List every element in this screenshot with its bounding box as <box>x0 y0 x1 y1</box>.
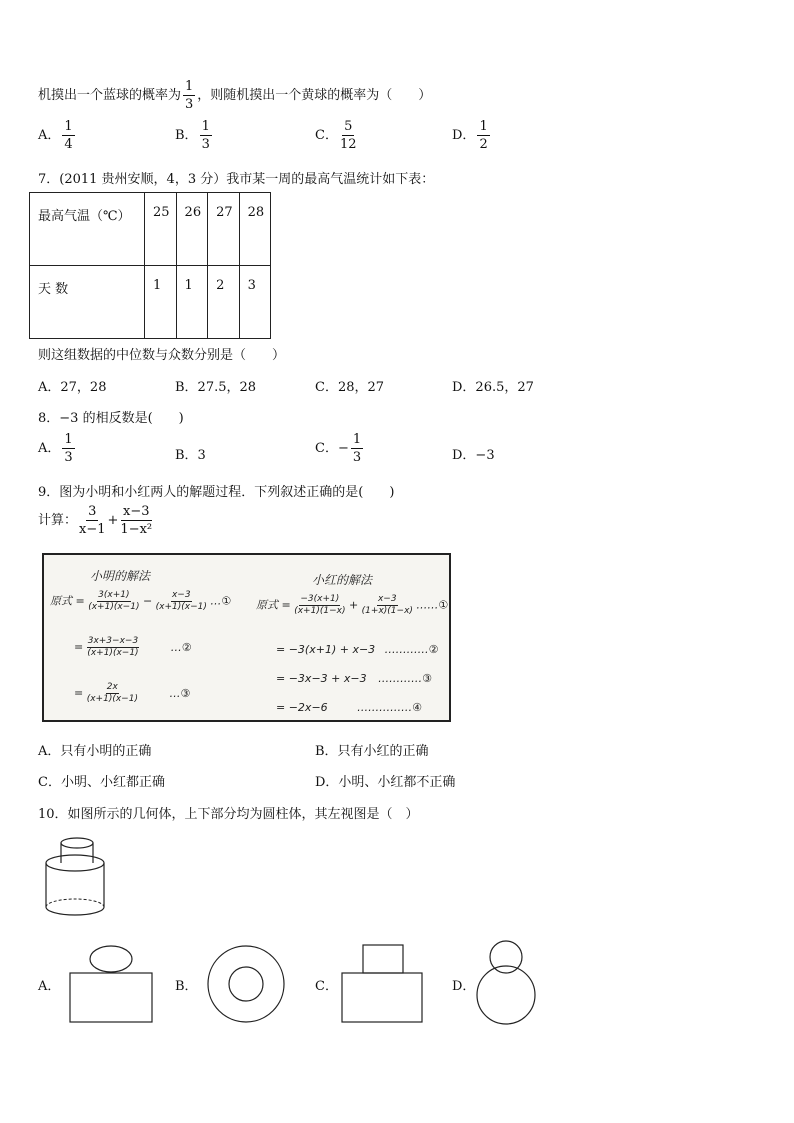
temperature-table <box>29 192 271 339</box>
q8-option-a[interactable]: A． $\frac{1}{3}$ <box>38 432 73 465</box>
q8-stem: 8．−3 的相反数是( ) <box>38 411 184 426</box>
q7-option-a[interactable]: A．27，28 <box>38 380 107 395</box>
solution-photo <box>42 553 451 722</box>
table-cell: 26 <box>176 193 208 266</box>
q7-option-d[interactable]: D．26.5，27 <box>452 380 534 395</box>
q10-option-a[interactable]: A． <box>38 979 61 994</box>
table-cell: 1 <box>176 266 208 339</box>
table-header-cell: 天 数 <box>30 266 145 339</box>
xiaohong-line-1: 原式 = $\frac{-3(x+1)}{(x+1)(1-x)}$ + $\frac{x-3}{(1+x)(1-x)}$ ……① <box>256 594 449 616</box>
q7-question: 则这组数据的中位数与众数分别是（ ） <box>38 348 286 363</box>
q9-option-d[interactable]: D．小明、小红都不正确 <box>315 775 456 790</box>
option-d-shape <box>476 939 540 1029</box>
q6-option-c[interactable]: C． $\frac{5}{12}$ <box>315 119 357 152</box>
xiaohong-title: 小红的解法 <box>312 573 373 587</box>
q6-option-d[interactable]: D． $\frac{1}{2}$ <box>452 119 488 152</box>
xiaoming-line-2: = $\frac{3x+3-x-3}{(x+1)(x-1)}$ …② <box>74 636 192 658</box>
q6-stem-pre: 机摸出一个蓝球的概率为 <box>38 88 182 103</box>
option-c-shape <box>339 943 425 1025</box>
option-b-shape <box>205 943 287 1025</box>
q6-stem-fraction: $\frac{1}{3}$ <box>185 79 194 112</box>
q10-option-b[interactable]: B． <box>175 979 198 994</box>
xiaohong-line-4: = −2x−6 ……………④ <box>276 701 423 714</box>
xiaoming-title: 小明的解法 <box>90 569 151 583</box>
table-cell: 1 <box>145 266 177 339</box>
q6-option-b[interactable]: B． $\frac{1}{3}$ <box>175 119 210 152</box>
q7-option-b[interactable]: B．27.5，28 <box>175 380 257 395</box>
q9-option-c[interactable]: C．小明、小红都正确 <box>38 775 165 790</box>
q9-option-a[interactable]: A．只有小明的正确 <box>38 744 152 759</box>
q9-option-b[interactable]: B．只有小红的正确 <box>315 744 429 759</box>
table-cell: 2 <box>208 266 240 339</box>
stacked-cylinders-figure <box>40 835 110 920</box>
table-cell: 25 <box>145 193 177 266</box>
xiaoming-line-3: = $\frac{2x}{(x+1)(x-1)}$ …③ <box>74 682 191 704</box>
xiaohong-line-3: = −3x−3 + x−3 …………③ <box>276 672 432 685</box>
option-a-shape <box>66 943 156 1025</box>
q10-stem: 10．如图所示的几何体，上下部分均为圆柱体，其左视图是（ ） <box>38 807 419 822</box>
q7-option-c[interactable]: C．28，27 <box>315 380 385 395</box>
q8-option-d[interactable]: D．−3 <box>452 448 495 463</box>
q9-stem: 9．图为小明和小红两人的解题过程．下列叙述正确的是( ) <box>38 485 395 500</box>
table-row <box>30 193 271 266</box>
q9-calc: 计算： $\frac{3}{x-1}$ + $\frac{x-3}{\text{1−x²}}$ <box>38 504 153 537</box>
q6-option-a[interactable]: A． $\frac{1}{4}$ <box>38 119 73 152</box>
q6-stem <box>38 80 431 111</box>
xiaohong-line-2: = −3(x+1) + x−3 …………② <box>276 643 439 656</box>
table-cell: 28 <box>239 193 271 266</box>
q10-option-c[interactable]: C． <box>315 979 338 994</box>
xiaoming-line-1: 原式 = $\frac{3(x+1)}{(x+1)(x-1)}$ − $\frac{x-3}{(x+1)(x-1)}$ …① <box>50 590 232 612</box>
table-header-cell: 最高气温（℃） <box>30 193 145 266</box>
table-cell: 3 <box>239 266 271 339</box>
q6-stem-post: ，则随机摸出一个黄球的概率为（ ） <box>197 88 432 103</box>
q7-stem: 7．(2011 贵州安顺，4，3 分）我市某一周的最高气温统计如下表： <box>38 172 435 187</box>
q10-option-d[interactable]: D． <box>452 979 476 994</box>
q8-option-b[interactable]: B．3 <box>175 448 206 463</box>
q8-option-c[interactable]: C．− $\frac{1}{3}$ <box>315 432 362 465</box>
table-row <box>30 266 271 339</box>
calc-label: 计算： <box>38 513 78 528</box>
table-cell: 27 <box>208 193 240 266</box>
